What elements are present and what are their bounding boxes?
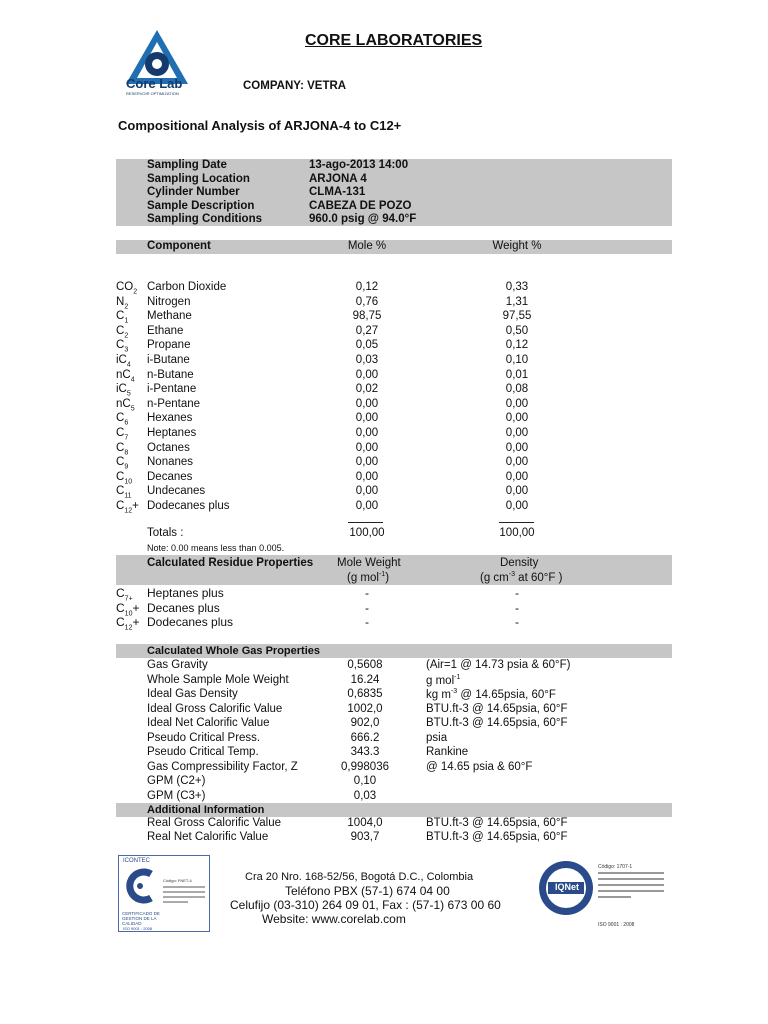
formula-subscript: 7+ [124, 595, 133, 603]
gas-property-row [116, 775, 672, 789]
gas-property-name: Gas Gravity [147, 659, 208, 671]
component-weight: 0,00 [505, 397, 529, 410]
unit-text: Rankine [426, 746, 469, 758]
component-mole: 0,00 [355, 397, 379, 410]
component-name: Hexanes [147, 412, 193, 425]
core-lab-logo [122, 28, 192, 98]
formula-subscript: 12 [124, 507, 133, 515]
component-name: Methane [147, 310, 192, 323]
formula-base: CO [116, 281, 134, 293]
component-weight: 0,01 [505, 368, 529, 381]
sample-info-row [116, 173, 672, 187]
residue-name: Decanes plus [147, 600, 220, 615]
gas-property-name: GPM (C2+) [147, 775, 206, 787]
formula-subscript: 2 [124, 332, 129, 340]
component-row [116, 456, 672, 470]
component-row [116, 325, 672, 339]
residue-row [116, 586, 672, 603]
component-name: n-Pentane [147, 397, 201, 410]
iqnet-certificate [538, 860, 668, 932]
residue-mole-weight: - [365, 600, 369, 615]
gas-property-value: 666.2 [350, 731, 380, 744]
icontec-caption: CERTIFICADO DE GESTION DE LA CALIDAD [122, 911, 160, 926]
component-weight: 0,33 [505, 281, 529, 293]
gas-property-row [116, 746, 672, 760]
formula-base: C [116, 310, 125, 323]
footer-fax: Celufijo (03-310) 264 09 01, Fax : (57-1) 673 00 60 [230, 898, 501, 912]
gas-property-name: Ideal Gross Calorific Value [147, 702, 283, 715]
report-title: Compositional Analysis of ARJONA-4 to C12+ [118, 118, 402, 133]
footer-phone: Teléfono PBX (57-1) 674 04 00 [285, 884, 450, 898]
mole-header: Mole % [347, 240, 387, 252]
icontec-certificate [118, 855, 210, 932]
formula-symbol [116, 369, 135, 383]
formula-base: C [116, 500, 125, 512]
unit-superscript: -1 [454, 673, 461, 681]
component-row [116, 354, 672, 368]
gas-property-row [116, 761, 672, 775]
component-weight: 0,50 [505, 324, 529, 337]
formula-symbol [116, 383, 131, 397]
component-name: Nitrogen [147, 295, 191, 308]
formula-symbol [116, 281, 137, 295]
component-mole: 0,00 [355, 427, 379, 439]
formula-base: C [116, 456, 125, 469]
residue-density: - [515, 615, 519, 629]
component-mole: 0,12 [355, 281, 379, 293]
component-weight: 0,00 [505, 441, 529, 454]
unit-text: @ 14.65 psia & 60°F [426, 760, 533, 773]
component-weight: 1,31 [505, 295, 529, 308]
formula-subscript: 4 [130, 375, 135, 383]
unit-text: kg m [426, 688, 451, 701]
additional-name: Real Net Calorific Value [147, 830, 269, 843]
formula-subscript: 9 [124, 463, 129, 471]
component-mole: 0,02 [355, 383, 379, 396]
gas-property-value: 0,6835 [347, 688, 383, 700]
formula-symbol [116, 310, 128, 324]
component-row [116, 296, 672, 310]
component-mole: 0,00 [355, 456, 379, 469]
formula-symbol [116, 296, 128, 310]
component-row [116, 310, 672, 324]
formula-subscript: 10 [124, 609, 133, 617]
component-name: i-Butane [147, 354, 190, 366]
component-weight: 0,00 [505, 412, 529, 425]
component-mole: 0,00 [355, 441, 379, 454]
icontec-fine-print [163, 886, 205, 908]
formula-subscript: 7 [124, 434, 129, 442]
gas-property-name: Pseudo Critical Press. [147, 731, 261, 744]
gas-property-unit [426, 717, 568, 729]
component-row [116, 281, 672, 295]
gas-property-row [116, 790, 672, 804]
component-mole: 0,03 [355, 354, 379, 366]
component-mole: 0,00 [355, 412, 379, 425]
gas-property-row [116, 688, 672, 702]
totals-weight: 100,00 [499, 527, 535, 539]
sample-info-row [116, 200, 672, 214]
mole-weight-unit: (g mol$^{-1}$) [347, 571, 390, 584]
formula-subscript: 11 [124, 492, 132, 500]
icontec-iso: ISO 9001 : 2008 [123, 926, 153, 931]
iqnet-title: IQNet [555, 882, 580, 892]
density-label: Density [500, 557, 539, 569]
sample-info-label: Sampling Conditions [147, 213, 262, 225]
component-mole: 98,75 [352, 310, 382, 323]
component-weight: 0,08 [505, 383, 529, 396]
formula-suffix: + [132, 500, 139, 512]
component-name: Ethane [147, 324, 184, 337]
component-mole: 0,05 [355, 339, 379, 352]
formula-base: N [116, 295, 125, 308]
sample-info-value: CLMA-131 [309, 186, 366, 198]
sample-info-value: CABEZA DE POZO [309, 199, 412, 212]
formula-symbol [116, 398, 135, 412]
formula-base: C [116, 324, 125, 337]
formula-subscript: 5 [126, 390, 131, 398]
gas-property-unit [426, 659, 570, 671]
component-header-row [116, 240, 672, 254]
footer-website[interactable]: Website: www.corelab.com [262, 912, 406, 926]
gas-property-value: 16.24 [350, 673, 380, 686]
gas-property-value: 902,0 [350, 717, 380, 729]
component-mole: 0,00 [355, 500, 379, 512]
component-weight: 97,55 [502, 310, 532, 323]
component-name: Carbon Dioxide [147, 281, 227, 293]
residue-row [116, 601, 672, 615]
formula-subscript: 5 [130, 405, 135, 413]
formula-base: C [116, 586, 125, 600]
note: Note: 0.00 means less than 0.005. [147, 543, 285, 553]
component-row [116, 412, 672, 426]
component-weight: 0,00 [505, 485, 529, 498]
formula-symbol [116, 485, 132, 499]
formula-subscript: 3 [124, 346, 129, 354]
component-name: Dodecanes plus [147, 500, 230, 512]
component-row [116, 369, 672, 383]
residue-density: - [515, 600, 519, 615]
additional-value: 1004,0 [347, 817, 383, 829]
formula-base: C [116, 470, 125, 483]
formula-subscript: 10 [124, 478, 133, 486]
component-mole: 0,76 [355, 295, 379, 308]
formula-suffix: + [132, 615, 140, 629]
totals-label: Totals : [147, 527, 184, 539]
iqnet-code: Código: 1707-1 [598, 864, 633, 870]
formula-symbol [116, 456, 128, 470]
sample-info-row [116, 159, 672, 173]
sample-info-label: Sample Description [147, 199, 255, 212]
formula-symbol [116, 339, 128, 353]
sample-info-label: Sampling Date [147, 159, 227, 171]
formula-symbol [116, 500, 139, 514]
gas-property-unit [426, 703, 568, 715]
formula-base: iC [116, 383, 127, 396]
gas-property-name: Gas Compressibility Factor, Z [147, 760, 298, 773]
additional-name: Real Gross Calorific Value [147, 817, 282, 829]
residue-header: Calculated Residue Properties [147, 557, 314, 569]
sample-info-label: Sampling Location [147, 172, 250, 185]
component-row [116, 485, 672, 499]
formula-subscript: 8 [124, 448, 129, 456]
residue-name: Heptanes plus [147, 586, 224, 600]
component-mole: 0,00 [355, 485, 379, 498]
unit-text: g mol [426, 674, 455, 687]
logo-text: Core Lab [126, 76, 183, 91]
additional-value: 903,7 [350, 830, 380, 843]
sample-info-value: 13-ago-2013 14:00 [309, 159, 409, 171]
gas-property-value: 0,03 [353, 789, 377, 802]
gas-property-name: Pseudo Critical Temp. [147, 746, 259, 758]
gas-property-row [116, 732, 672, 746]
component-weight: 0,00 [505, 500, 529, 512]
mole-total-rule [348, 522, 383, 523]
formula-base: C [116, 427, 125, 439]
sample-info-row [116, 213, 672, 227]
component-mole: 0,00 [355, 470, 379, 483]
formula-base: C [116, 615, 125, 629]
component-weight: 0,00 [505, 470, 529, 483]
formula-base: C [116, 441, 125, 454]
formula-symbol [116, 412, 128, 426]
formula-base: nC [116, 397, 131, 410]
formula-subscript: 4 [126, 361, 131, 369]
residue-mole-weight: - [365, 615, 369, 629]
formula-subscript: 12 [124, 624, 133, 632]
formula-symbol [116, 325, 128, 339]
unit-text: BTU.ft-3 @ 14.65psia, 60°F [426, 702, 568, 715]
formula-base: C [116, 412, 125, 425]
icontec-code: Código: FNET-4 [163, 878, 192, 883]
iqnet-iso: ISO 9001 : 2008 [598, 922, 635, 928]
component-weight: 0,12 [505, 339, 529, 352]
gas-property-unit [426, 688, 556, 701]
unit-suffix: @ 14.65psia, 60°F [457, 688, 556, 701]
gas-property-value: 1002,0 [347, 702, 383, 715]
gas-property-value: 0,998036 [341, 760, 389, 773]
additional-row [116, 817, 672, 831]
residue-density: - [515, 586, 519, 600]
formula-base: nC [116, 368, 131, 381]
weight-header: Weight % [492, 240, 542, 252]
totals-row [116, 527, 672, 541]
component-name: Heptanes [147, 427, 197, 439]
page-title: CORE LABORATORIES [305, 32, 483, 49]
formula-symbol [116, 427, 128, 441]
component-name: Nonanes [147, 456, 194, 469]
gas-property-name: GPM (C3+) [147, 789, 206, 802]
unit-text: psia [426, 731, 448, 744]
sample-info-label: Cylinder Number [147, 186, 240, 198]
component-row [116, 398, 672, 412]
additional-row [116, 831, 672, 845]
icontec-title: ICONTEC [123, 858, 150, 864]
residue-name: Dodecanes plus [147, 615, 234, 629]
unit-text: (Air=1 @ 14.73 psia & 60°F) [426, 659, 571, 671]
gas-property-row [116, 674, 672, 688]
component-row [116, 383, 672, 397]
formula-symbol [116, 442, 128, 456]
gas-property-name: Whole Sample Mole Weight [147, 673, 289, 686]
component-weight: 0,00 [505, 427, 529, 439]
sample-info-row [116, 186, 672, 200]
gas-property-value: 343.3 [350, 746, 380, 758]
sample-info-value: 960.0 psig @ 94.0°F [309, 213, 417, 225]
component-row [116, 471, 672, 485]
gas-property-row [116, 659, 672, 673]
gas-property-value: 0,10 [353, 775, 377, 787]
formula-subscript: 6 [124, 419, 129, 427]
component-name: i-Pentane [147, 383, 197, 396]
formula-base: C [116, 485, 125, 498]
formula-symbol [116, 615, 139, 631]
mole-weight-label: Mole Weight [337, 557, 401, 569]
component-weight: 0,00 [505, 456, 529, 469]
formula-base: iC [116, 354, 127, 366]
residue-mole-weight: - [365, 586, 369, 600]
formula-symbol [116, 354, 131, 368]
component-name: Propane [147, 339, 191, 352]
weight-total-rule [499, 522, 534, 523]
component-row [116, 500, 672, 514]
iqnet-fine-print [598, 872, 664, 898]
component-name: Undecanes [147, 485, 206, 498]
gas-property-unit [426, 732, 447, 744]
residue-row [116, 615, 672, 632]
unit-superscript: -3 [450, 688, 458, 695]
formula-suffix: + [132, 600, 140, 615]
gas-property-unit [426, 761, 532, 773]
formula-subscript: 2 [133, 288, 138, 296]
component-name: Octanes [147, 441, 190, 454]
component-weight: 0,10 [505, 354, 529, 366]
gas-property-name: Ideal Net Calorific Value [147, 717, 270, 729]
component-row [116, 442, 672, 456]
totals-mole: 100,00 [349, 527, 385, 539]
component-name: Decanes [147, 470, 193, 483]
component-mole: 0,27 [355, 324, 379, 337]
density-unit: (g $cm^{-3}$ at 60°F ) [480, 571, 563, 584]
logo-tagline: RESERVOIR OPTIMIZATION [126, 91, 179, 96]
formula-subscript: 2 [124, 302, 129, 310]
gas-property-value: 0,5608 [347, 659, 383, 671]
additional-header: Additional Information [147, 804, 265, 816]
footer-address: Cra 20 Nro. 168-52/56, Bogotá D.C., Colombia [245, 871, 474, 883]
company-label: COMPANY: VETRA [243, 80, 347, 92]
formula-base: C [116, 600, 125, 615]
unit-text: BTU.ft-3 @ 14.65psia, 60°F [426, 717, 568, 729]
sample-info-value: ARJONA 4 [309, 172, 367, 185]
component-mole: 0,00 [355, 368, 379, 381]
gas-property-name: Ideal Gas Density [147, 688, 238, 700]
formula-symbol [116, 471, 132, 485]
additional-unit: BTU.ft-3 @ 14.65psia, 60°F [426, 830, 568, 843]
formula-subscript: 1 [124, 317, 129, 325]
gas-property-row [116, 703, 672, 717]
gas-property-row [116, 717, 672, 731]
icontec-seal-icon [123, 868, 157, 904]
formula-base: C [116, 339, 125, 352]
component-row [116, 339, 672, 353]
component-header: Component [147, 240, 211, 252]
component-row [116, 427, 672, 441]
whole-gas-header: Calculated Whole Gas Properties [147, 645, 320, 657]
gas-property-unit [426, 746, 468, 758]
gas-property-unit [426, 674, 460, 687]
component-name: n-Butane [147, 368, 194, 381]
additional-unit: BTU.ft-3 @ 14.65psia, 60°F [426, 817, 568, 829]
